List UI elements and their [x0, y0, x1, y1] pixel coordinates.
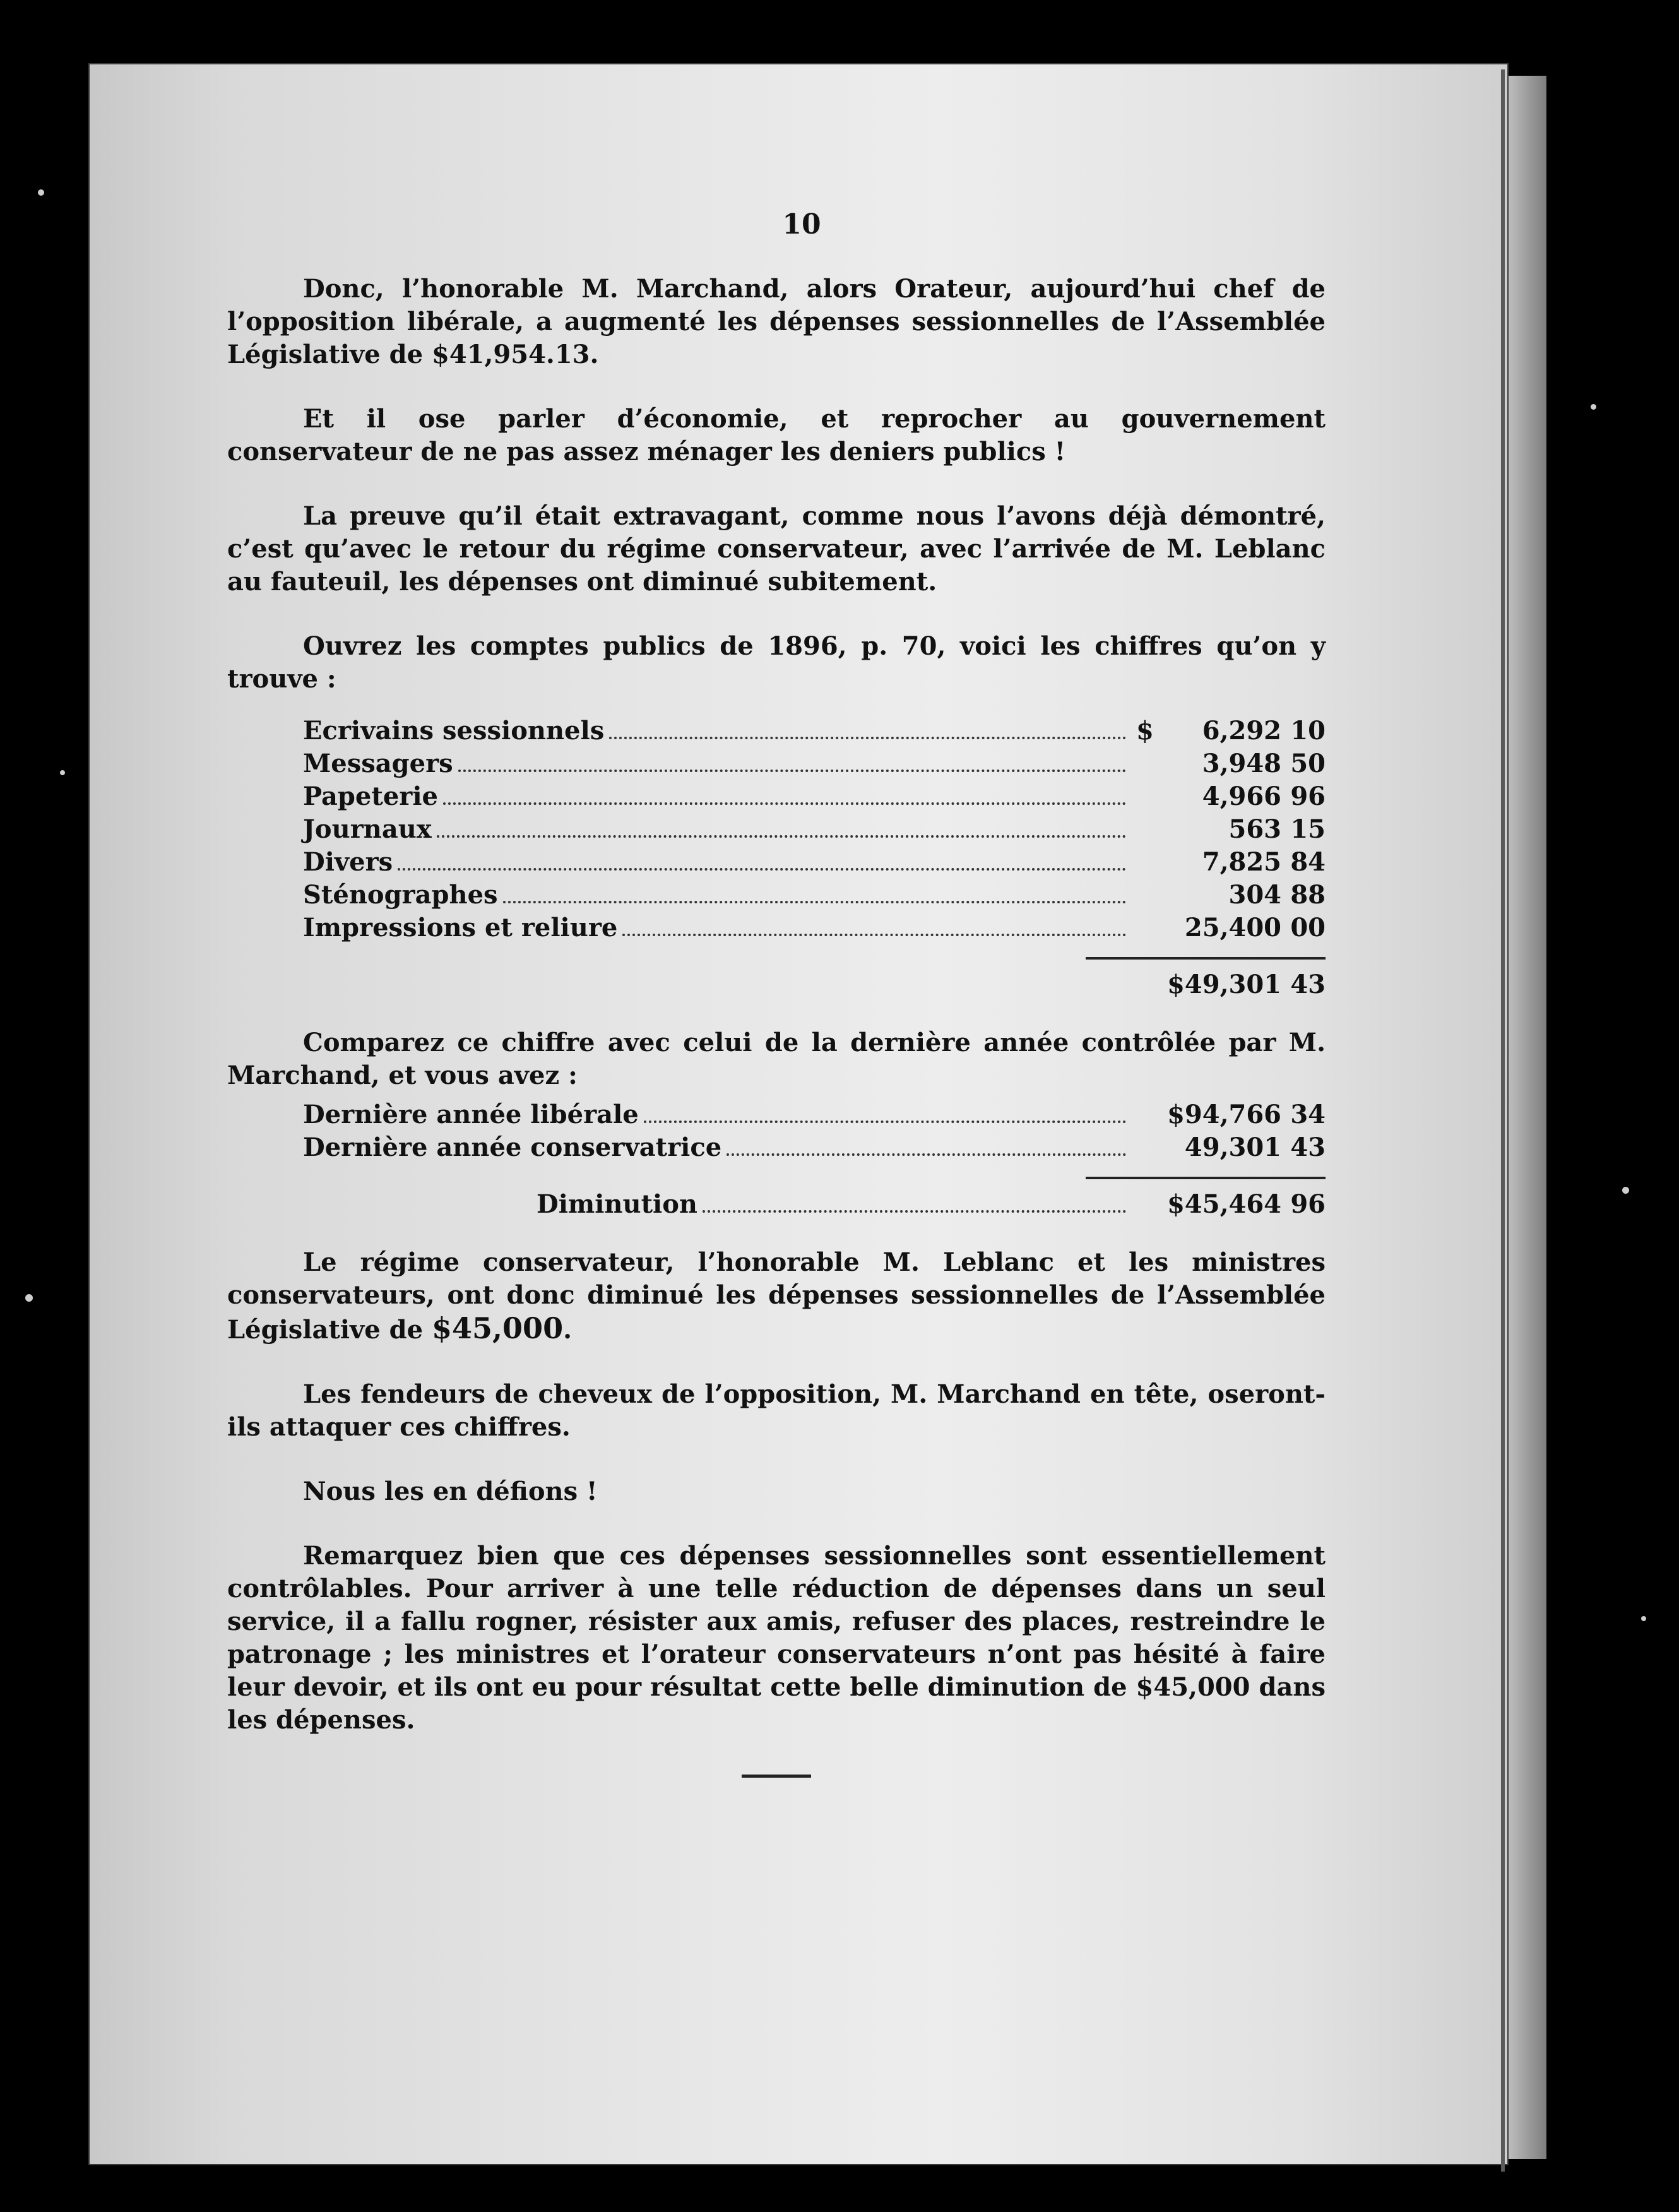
leader-dots: [443, 802, 1126, 805]
expense-dollars: 3,948: [1202, 749, 1281, 778]
expense-label: Messagers: [303, 749, 453, 778]
paragraph-diminution: [227, 1246, 1326, 1347]
expenses-total-row: [303, 968, 1326, 1001]
comparison-row: [303, 1131, 1326, 1164]
expense-label: Impressions et reliure: [303, 913, 618, 942]
expense-row: [303, 846, 1326, 879]
page-number: 10: [782, 208, 821, 241]
currency-sign: $: [1136, 716, 1154, 746]
comparison-cents: 43: [1290, 1133, 1326, 1162]
expense-label: Journaux: [303, 814, 432, 844]
expense-label: Divers: [303, 847, 393, 877]
expense-cents: 88: [1290, 880, 1326, 910]
expense-row: [303, 879, 1326, 912]
expense-row: [303, 912, 1326, 944]
diminution-label: Diminution: [537, 1189, 697, 1219]
leader-dots: [609, 737, 1126, 739]
expense-dollars: 4,966: [1202, 782, 1281, 811]
expense-row: [303, 780, 1326, 813]
expense-row: [303, 747, 1326, 780]
sum-rule: [1086, 957, 1326, 960]
closing-rule: [742, 1775, 811, 1778]
leader-dots: [503, 901, 1126, 903]
paragraph-comparez: Comparez ce chiffre avec celui de la dernière année contrôlée par M. Marchand, et vous avez :: [227, 1028, 1326, 1090]
expense-dollars: 563: [1228, 814, 1281, 844]
adjacent-page-edge: [1509, 76, 1546, 2159]
expense-cents: 96: [1290, 782, 1326, 811]
expense-label: Ecrivains sessionnels: [303, 716, 605, 746]
comparison-label: Dernière année conservatrice: [303, 1133, 722, 1162]
diminution-row: [537, 1188, 1326, 1221]
comparison-label: Dernière année libérale: [303, 1100, 639, 1129]
total-cents: 43: [1290, 970, 1326, 999]
scan-speck: [38, 189, 44, 196]
leader-dots: [458, 770, 1126, 772]
expense-cents: 84: [1290, 847, 1326, 877]
sum-rule: [1086, 1177, 1326, 1179]
comparison-dollars: 49,301: [1184, 1133, 1281, 1162]
paragraph-comptes-publics: Ouvrez les comptes publics de 1896, p. 70, voici les chiffres qu’on y trouve :: [227, 631, 1326, 694]
expense-cents: 15: [1290, 814, 1326, 844]
expense-dollars: 25,400: [1184, 913, 1281, 942]
scan-speck: [60, 770, 65, 775]
paragraph-augmentation: Donc, l’honorable M. Marchand, alors Orateur, aujourd’hui chef de l’opposition libérale, a augmenté les dépenses sessionnelles de l’Assemblée Législative de $41,954.13.: [227, 274, 1326, 369]
paragraph-economie: Et il ose parler d’économie, et reprocher au gouvernement conservateur de ne pas assez ménager les deniers publics !: [227, 404, 1326, 467]
expense-dollars: 6,292: [1202, 716, 1281, 746]
expense-row: [303, 813, 1326, 846]
total-dollars: $49,301: [1167, 970, 1281, 999]
leader-dots: [727, 1153, 1126, 1156]
paragraph-diminution-end: .: [563, 1315, 573, 1345]
leader-dots: [703, 1210, 1126, 1213]
diminution-amount: $45,000: [432, 1311, 564, 1345]
leader-dots: [398, 868, 1126, 871]
comparison-table: [303, 1098, 1326, 1221]
expense-cents: 00: [1290, 913, 1326, 942]
expense-cents: 10: [1290, 716, 1326, 746]
paragraph-preuve: La preuve qu’il était extravagant, comme nous l’avons déjà démontré, c’est qu’avec le retour du régime conservateur, avec l’arrivée de M. Leblanc au fauteuil, les dépenses ont diminué subitement.: [227, 501, 1326, 597]
expense-dollars: 304: [1228, 880, 1281, 910]
diminution-cents: 96: [1290, 1189, 1326, 1219]
leader-dots: [622, 934, 1126, 936]
diminution-dollars: $45,464: [1167, 1189, 1281, 1219]
paragraph-diminution-text: Le régime conservateur, l’honorable M. Leblanc et les ministres conservateurs, ont donc diminué les dépenses sessionnelles de l’Assemblée Législative de: [227, 1247, 1326, 1345]
scan-speck: [1641, 1616, 1646, 1621]
comparison-dollars: $94,766: [1167, 1100, 1281, 1129]
comparison-cents: 34: [1290, 1100, 1326, 1129]
scan-speck: [1622, 1187, 1629, 1194]
scan-speck: [25, 1294, 33, 1302]
page-content: [227, 208, 1326, 1778]
expenses-table: [303, 715, 1326, 1001]
leader-dots: [644, 1121, 1126, 1123]
paragraph-fendeurs: Les fendeurs de cheveux de l’opposition, M. Marchand en tête, oseront-ils attaquer ces chiffres.: [227, 1379, 1326, 1442]
expense-row: [303, 715, 1326, 747]
expense-dollars: 7,825: [1202, 847, 1281, 877]
page-fold-line: [1501, 69, 1505, 2172]
expense-label: Papeterie: [303, 782, 438, 811]
paragraph-defions: Nous les en défions !: [303, 1477, 598, 1506]
paragraph-remarquez: Remarquez bien que ces dépenses sessionnelles sont essentiellement contrôlables. Pour arriver à une telle réduction de dépenses dans un seul service, il a fallu rogner, résister aux amis, refuser des places, restreindre le patronage ; les ministres et l’orateur conservateurs n’ont pas hésité à faire leur devoir, et ils ont eu pour résultat cette belle diminution de $45,000 dans les dépenses.: [227, 1541, 1326, 1735]
expense-label: Sténographes: [303, 880, 498, 910]
leader-dots: [437, 835, 1126, 838]
scan-speck: [1591, 404, 1596, 410]
comparison-row: [303, 1098, 1326, 1131]
expense-cents: 50: [1290, 749, 1326, 778]
